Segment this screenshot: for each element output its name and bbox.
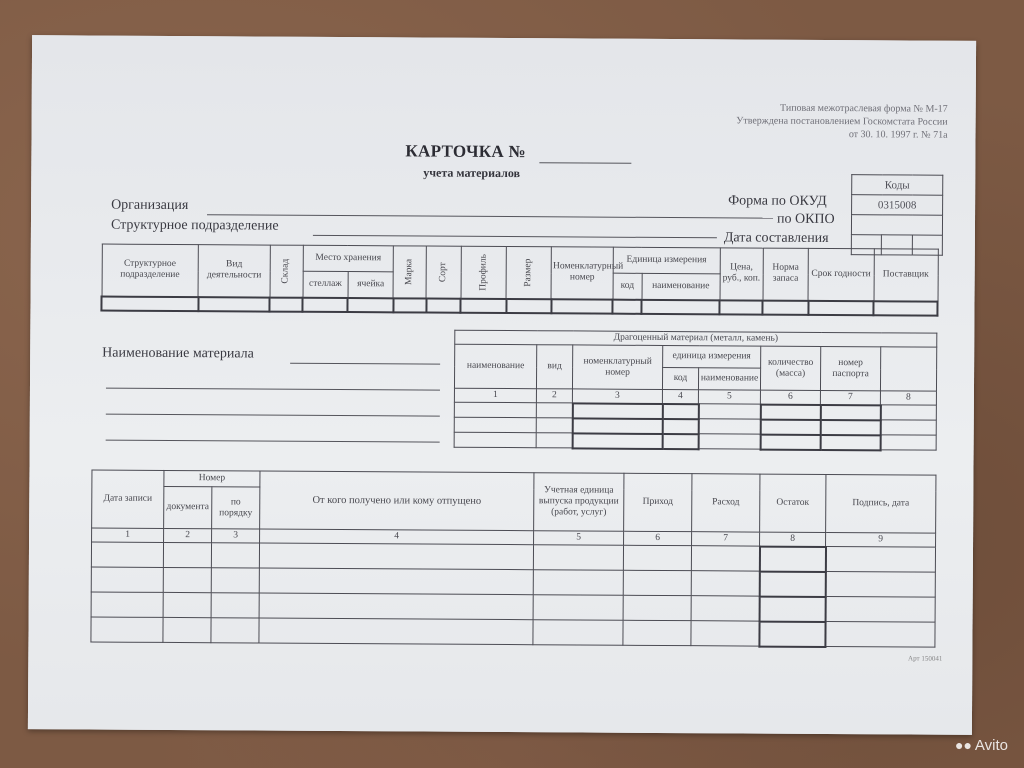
material-name-label: Наименование материала: [102, 345, 254, 362]
bottom-num-1: 1: [92, 528, 164, 542]
article-number: Арт 150041: [908, 654, 943, 663]
precious-col-name: наименование: [454, 344, 536, 389]
precious-num-8: 8: [880, 391, 936, 405]
bottom-col-number: Номер: [164, 470, 260, 487]
precious-col-quantity: количество (масса): [760, 346, 820, 390]
precious-material-table: [454, 330, 938, 451]
table-row: [454, 432, 936, 450]
division-label: Структурное подразделение: [110, 217, 279, 234]
bottom-col-doc: документа: [164, 486, 212, 528]
card-subtitle: учета материалов: [423, 165, 521, 181]
precious-col-passport: номер паспорта: [820, 346, 880, 390]
col-unit-name: наименование: [642, 273, 720, 299]
col-item-number: Номенклатурный номер: [551, 247, 613, 299]
precious-col-unit-code: код: [662, 367, 698, 389]
bottom-num-2: 2: [164, 528, 212, 542]
bottom-col-from-to: От кого получено или кому отпущено: [260, 471, 534, 531]
form-header-line2: Утверждена постановлением Госкомстата России: [736, 115, 948, 128]
bottom-num-4: 4: [260, 529, 534, 545]
precious-header: Драгоценный материал (металл, камень): [455, 330, 937, 347]
avito-logo-icon: ●●: [955, 737, 972, 753]
card-number-line: [539, 162, 631, 164]
codes-label: Коды: [852, 175, 943, 196]
precious-col-item-number: номенклатурный номер: [572, 345, 662, 390]
precious-col-empty: [880, 347, 936, 391]
document-sheet: [28, 35, 976, 735]
okpo-code-cell[interactable]: [851, 215, 942, 236]
codes-box: [851, 174, 943, 256]
bottom-col-income: Приход: [624, 473, 692, 531]
bottom-num-6: 6: [624, 531, 692, 545]
bottom-num-7: 7: [692, 532, 760, 546]
col-supplier: Поставщик: [874, 249, 938, 301]
precious-num-5: 5: [698, 390, 760, 404]
bottom-col-expense: Расход: [692, 474, 760, 532]
precious-num-3: 3: [572, 389, 662, 404]
bottom-col-balance: Остаток: [760, 474, 826, 532]
okud-label: Форма по ОКУД: [728, 193, 827, 209]
col-rack: стеллаж: [303, 271, 348, 297]
precious-num-2: 2: [536, 389, 572, 403]
col-unit-code: код: [613, 273, 642, 299]
col-storage: Место хранения: [303, 245, 394, 272]
avito-watermark-text: Avito: [974, 737, 1008, 754]
precious-num-7: 7: [820, 390, 880, 404]
col-profile: Профиль: [461, 246, 507, 298]
okud-code: 0315008: [852, 195, 943, 216]
material-name-line-2[interactable]: [106, 388, 440, 391]
okpo-label: по ОКПО: [776, 211, 835, 228]
col-warehouse: Склад: [270, 245, 303, 297]
movement-table: [90, 469, 936, 648]
form-header: [736, 101, 948, 141]
bottom-num-8: 8: [760, 532, 826, 546]
col-activity: Вид деятельности: [198, 245, 270, 297]
organization-line[interactable]: [207, 214, 773, 218]
form-header-line1: Типовая межотраслевая форма № М-17: [779, 102, 948, 115]
precious-col-type: вид: [536, 345, 572, 389]
precious-col-unit: единица измерения: [663, 345, 761, 368]
col-shelf-life: Срок годности: [808, 248, 874, 300]
form-header-line3: от 30. 10. 1997 г. № 71а: [848, 129, 948, 141]
col-price: Цена, руб., коп.: [720, 248, 763, 300]
date-label: Дата составления: [723, 230, 829, 246]
bottom-num-5: 5: [534, 531, 624, 546]
material-name-line-4[interactable]: [106, 440, 440, 443]
col-cell: ячейка: [348, 272, 393, 298]
col-grade: Сорт: [426, 246, 461, 298]
precious-col-unit-name: наименование: [698, 368, 760, 390]
bottom-num-3: 3: [212, 529, 260, 543]
material-name-line-3[interactable]: [106, 414, 440, 417]
col-unit: Единица измерения: [613, 247, 720, 274]
bottom-num-9: 9: [826, 532, 936, 547]
col-brand: Марка: [393, 246, 426, 298]
bottom-col-signature: Подпись, дата: [826, 474, 936, 533]
material-attributes-table: [100, 244, 938, 317]
bottom-col-order: по порядку: [212, 487, 260, 529]
card-title: КАРТОЧКА №: [405, 141, 527, 162]
bottom-col-unit: Учетная единица выпуска продукции (работ, услуг): [534, 473, 624, 532]
bottom-col-date: Дата записи: [92, 470, 164, 528]
precious-num-1: 1: [454, 388, 536, 403]
material-name-line-1[interactable]: [290, 363, 440, 365]
col-size: Размер: [506, 247, 552, 299]
precious-num-4: 4: [662, 389, 698, 403]
col-norm: Норма запаса: [763, 248, 809, 300]
table-row: [91, 617, 935, 647]
col-structural: Структурное подразделение: [102, 244, 199, 297]
avito-watermark: [955, 737, 1008, 754]
precious-num-6: 6: [760, 390, 820, 404]
organization-label: Организация: [111, 197, 189, 214]
division-line[interactable]: [313, 235, 717, 238]
